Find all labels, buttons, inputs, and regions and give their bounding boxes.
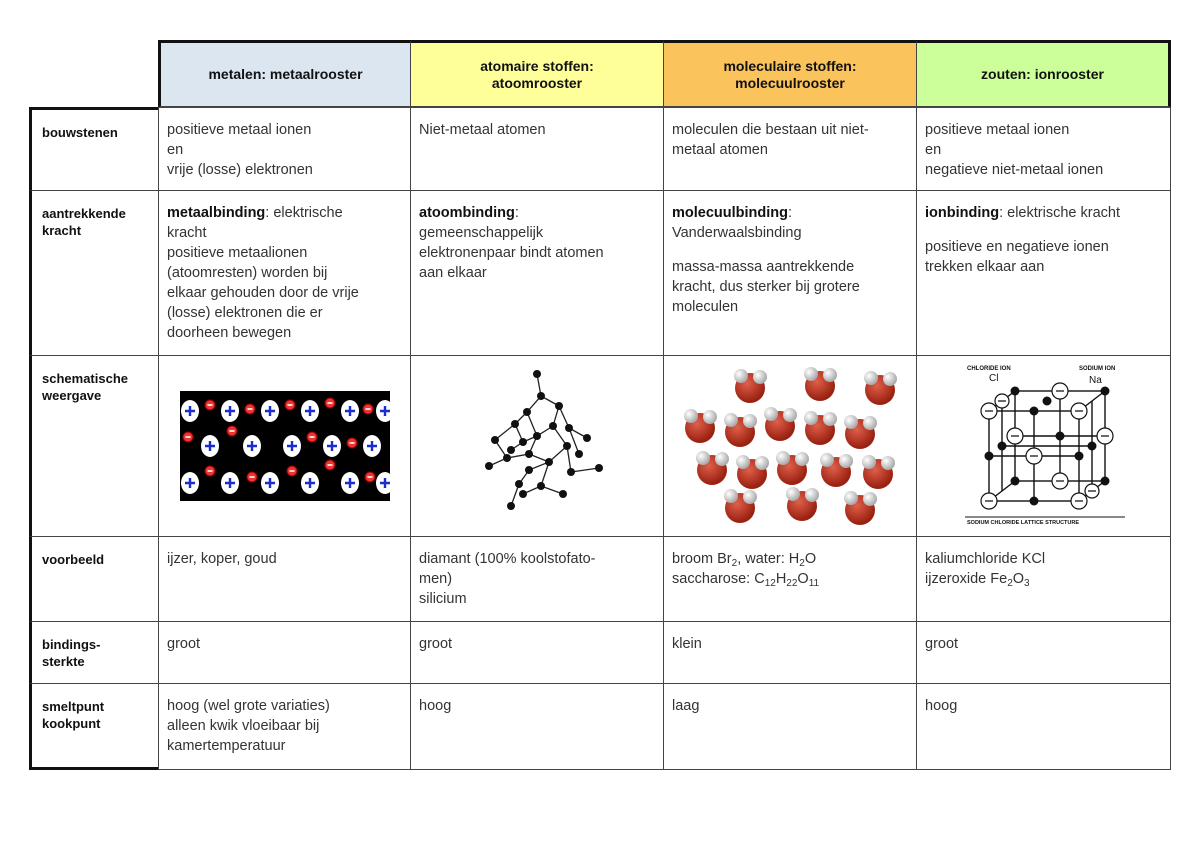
cell-bouwstenen-atomair [410,107,664,191]
cell-line: (atoomresten) worden bij [167,265,328,281]
cell-line: hoog (wel grote variaties) [167,698,330,714]
cell-line: diamant (100% koolstofato- [419,551,596,567]
formula-sub: 2 [799,558,805,569]
row-label-text: kookpunt [42,716,101,731]
row-label-text: weergave [42,388,102,403]
cell-bouwstenen-zouten [916,107,1171,191]
cell-kracht-zouten [916,190,1171,356]
formula-text: saccharose: C [672,571,765,587]
formula-text: broom Br [672,551,732,567]
cell-line: metaal atomen [672,142,768,158]
bold-term: molecuulbinding [672,205,788,221]
cell-line: positieve metaal ionen [925,122,1070,138]
cell-line: klein [672,636,702,652]
cell-line: groot [167,636,201,652]
cell-line: positieve metaal ionen [167,122,312,138]
cell-line: hoog [925,698,958,714]
row-label-text: aantrekkende [42,206,126,221]
cell-line: groot [925,636,959,652]
cell-line: ijzer, koper, goud [167,551,277,567]
row-label-punt [29,683,159,770]
comparison-table [29,40,1171,770]
cell-line: massa-massa aantrekkende [672,259,855,275]
row-label-text: kracht [42,223,82,238]
cell-line: (losse) elektronen die er [167,305,323,321]
cell-schema-moleculair [663,355,917,537]
row-label-schema [29,355,159,537]
formula-text: ijzeroxide Fe [925,571,1008,587]
cell-line: silicium [419,591,467,607]
row-label-text: bindings- [42,637,101,652]
cell-voorbeeld-zouten [916,536,1171,622]
formula-sub: 22 [786,578,798,589]
row-label-voorbeeld [29,536,159,622]
cell-voorbeeld-moleculair [663,536,917,622]
cell-text: : elektrische kracht [999,205,1120,221]
cell-kracht-metalen [158,190,411,356]
cell-line: kracht [167,225,207,241]
header-atomair-title-1: atomaire stoffen: [480,57,594,74]
cell-line: trekken elkaar aan [925,259,1045,275]
header-moleculair-title-1: moleculaire stoffen: [723,57,857,74]
formula-text: , water: H [737,551,800,567]
cell-line: positieve en negatieve ionen [925,239,1109,255]
cell-sterkte-metalen [158,621,411,684]
cell-line: kracht, dus sterker bij grotere [672,279,860,295]
cl-symbol: Cl [988,373,998,384]
row-label-kracht [29,190,159,356]
cell-text: : [514,205,519,221]
cell-line: moleculen die bestaan uit niet- [672,122,869,138]
cell-kracht-moleculair [663,190,917,356]
cell-line: kamertemperatuur [167,738,286,754]
cell-punt-atomair [410,683,664,770]
formula-text: O [804,551,817,567]
row-label-sterkte [29,621,159,684]
cell-line: aan elkaar [419,265,487,281]
cell-line: en [167,142,184,158]
bold-term: atoombinding [419,205,515,221]
sodium-ion-label: SODIUM ION [1078,366,1115,372]
na-symbol: Na [1088,375,1102,386]
formula-text: O [1012,571,1025,587]
cell-bouwstenen-moleculair [663,107,917,191]
formula-text: H [775,571,787,587]
row-label-text: bouwstenen [42,125,118,140]
cell-schema-atomair [410,355,664,537]
header-moleculair-title-2: molecuulrooster [735,74,845,91]
cell-line: doorheen bewegen [167,325,292,341]
water-molecules-illustration [680,366,900,526]
row-label-text: smeltpunt [42,699,105,714]
bold-term: ionbinding [925,205,1000,221]
row-label-bouwstenen [29,107,159,191]
formula-sub: 3 [1024,578,1030,589]
formula-sub: 12 [764,578,776,589]
metal-lattice-illustration [180,391,390,501]
cell-sterkte-atomair [410,621,664,684]
cell-line: kaliumchloride KCl [925,551,1046,567]
cell-bouwstenen-metalen [158,107,411,191]
header-atomair [410,40,664,107]
cell-text: : elektrische [265,205,343,221]
formula-text: O [797,571,809,587]
cell-line: Vanderwaalsbinding [672,225,802,241]
cell-line: moleculen [672,299,739,315]
cell-line: groot [419,636,453,652]
cell-line: Niet-metaal atomen [419,122,546,138]
cell-voorbeeld-metalen [158,536,411,622]
cell-punt-moleculair [663,683,917,770]
row-label-text: sterkte [42,654,85,669]
cell-line: positieve metaalionen [167,245,308,261]
cell-line: laag [672,698,700,714]
chloride-ion-label: CHLORIDE ION [966,366,1011,372]
salt-lattice-illustration [959,361,1129,531]
cell-line: men) [419,571,453,587]
cell-line: vrije (losse) elektronen [167,162,313,178]
header-metalen-title: metalen: metaalrooster [208,66,363,82]
cell-kracht-atomair [410,190,664,356]
cell-sterkte-zouten [916,621,1171,684]
row-label-text: schematische [42,371,128,386]
cell-line: alleen kwik vloeibaar bij [167,718,320,734]
header-zouten [916,40,1171,107]
formula-sub: 2 [1007,578,1013,589]
cell-punt-zouten [916,683,1171,770]
formula-sub: 11 [808,578,820,589]
cell-text: : [788,205,793,221]
header-zouten-title: zouten: ionrooster [981,66,1104,82]
cell-voorbeeld-atomair [410,536,664,622]
bold-term: metaalbinding [167,205,266,221]
cell-line: negatieve niet-metaal ionen [925,162,1104,178]
lattice-caption: SODIUM CHLORIDE LATTICE STRUCTURE [966,520,1079,526]
row-label-text: voorbeeld [42,552,105,567]
cell-punt-metalen [158,683,411,770]
cell-line: en [925,142,942,158]
cell-schema-metalen [158,355,411,537]
formula-sub: 2 [731,558,738,569]
header-atomair-title-2: atoomrooster [491,74,583,91]
header-metalen [158,40,411,107]
diamond-lattice-illustration [467,366,607,526]
cell-line: gemeenschappelijk [419,225,544,241]
cell-sterkte-moleculair [663,621,917,684]
cell-schema-zouten [916,355,1171,537]
header-moleculair [663,40,917,107]
cell-line: elektronenpaar bindt atomen [419,245,604,261]
cell-line: elkaar gehouden door de vrije [167,285,359,301]
cell-line: hoog [419,698,452,714]
